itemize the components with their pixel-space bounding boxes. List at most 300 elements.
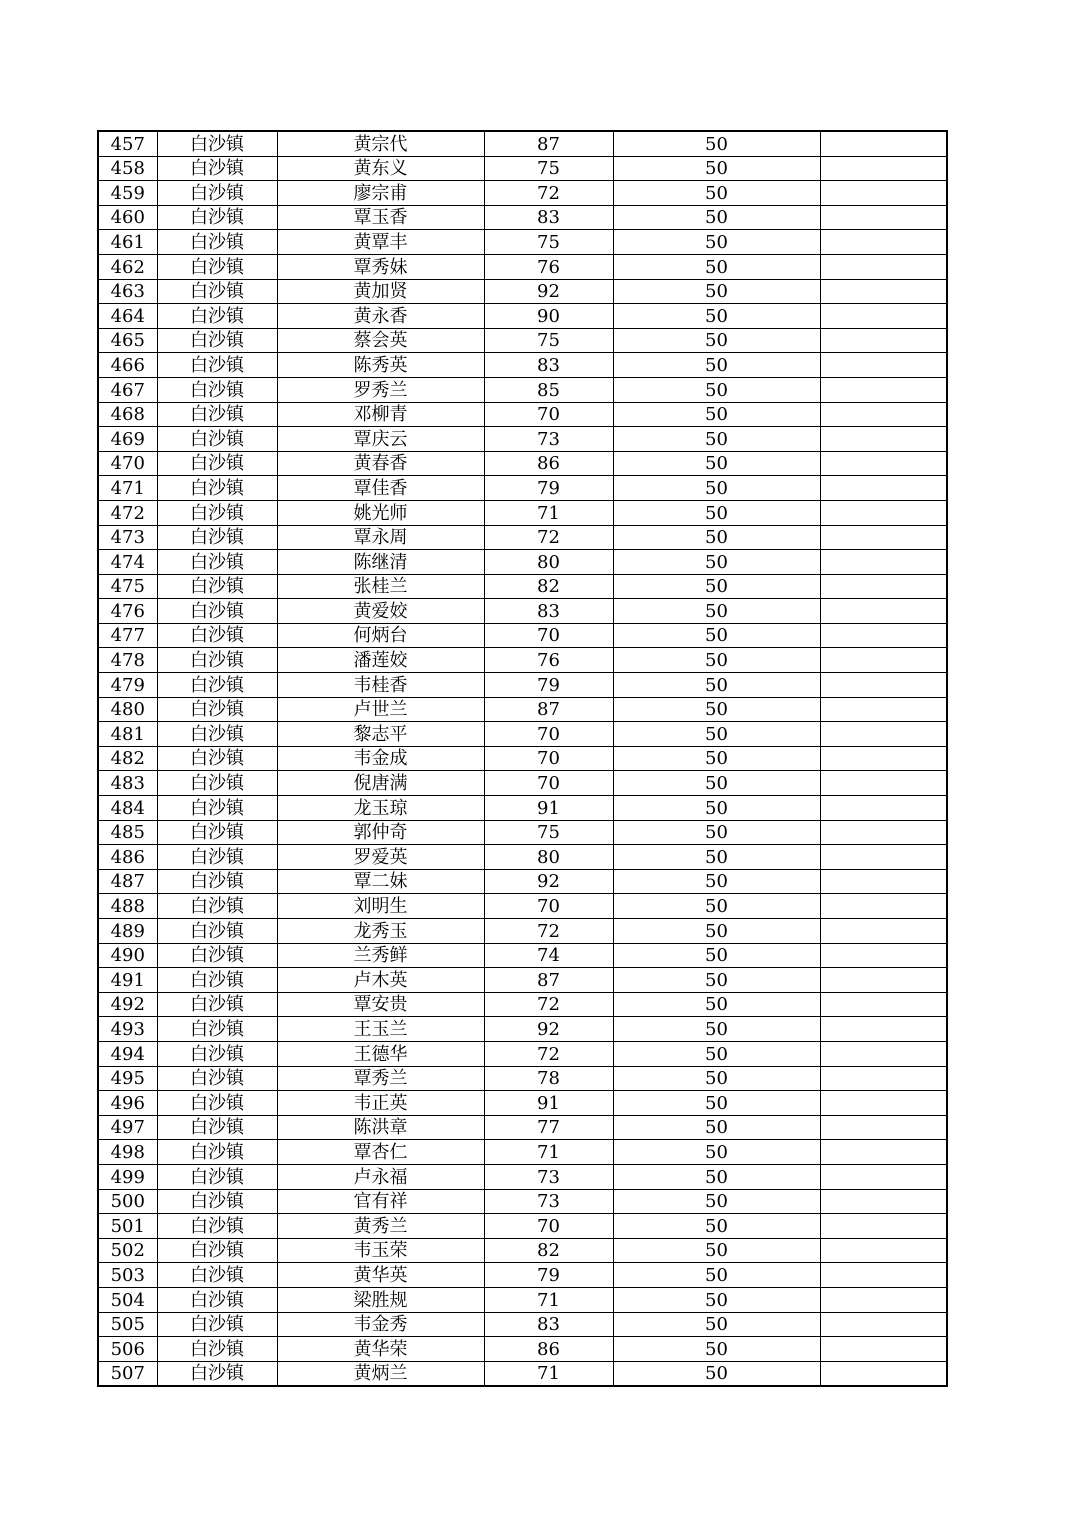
table-row [98,1312,947,1337]
name-cell: 黄加贤 [277,279,484,304]
name-cell: 卢木英 [277,968,484,993]
town-cell: 白沙镇 [157,1115,277,1140]
town-cell: 白沙镇 [157,254,277,279]
row-number-cell: 459 [98,181,157,206]
name-cell: 韦玉荣 [277,1238,484,1263]
town-cell: 白沙镇 [157,476,277,501]
town-cell: 白沙镇 [157,304,277,329]
score-cell: 91 [484,1091,613,1116]
row-number-cell: 506 [98,1337,157,1362]
town-cell: 白沙镇 [157,1017,277,1042]
score-cell: 92 [484,1017,613,1042]
remark-cell [820,820,947,845]
table-row [98,845,947,870]
remark-cell [820,673,947,698]
amount-cell: 50 [613,1140,820,1165]
name-cell: 陈洪章 [277,1115,484,1140]
amount-cell: 50 [613,1017,820,1042]
score-cell: 73 [484,1189,613,1214]
remark-cell [820,254,947,279]
name-cell: 卢永福 [277,1164,484,1189]
score-cell: 73 [484,427,613,452]
score-cell: 72 [484,525,613,550]
amount-cell: 50 [613,156,820,181]
row-number-cell: 457 [98,131,157,156]
town-cell: 白沙镇 [157,1189,277,1214]
remark-cell [820,992,947,1017]
amount-cell: 50 [613,1091,820,1116]
score-cell: 78 [484,1066,613,1091]
row-number-cell: 475 [98,574,157,599]
table-row [98,1017,947,1042]
name-cell: 覃庆云 [277,427,484,452]
name-cell: 韦桂香 [277,673,484,698]
table-row [98,500,947,525]
name-cell: 黄秀兰 [277,1214,484,1239]
amount-cell: 50 [613,894,820,919]
score-cell: 80 [484,845,613,870]
table-row [98,205,947,230]
town-cell: 白沙镇 [157,279,277,304]
amount-cell: 50 [613,230,820,255]
table-row [98,820,947,845]
amount-cell: 50 [613,968,820,993]
row-number-cell: 473 [98,525,157,550]
remark-cell [820,1287,947,1312]
amount-cell: 50 [613,746,820,771]
table-row [98,1214,947,1239]
name-cell: 黄炳兰 [277,1361,484,1386]
town-cell: 白沙镇 [157,943,277,968]
name-cell: 覃安贵 [277,992,484,1017]
score-cell: 70 [484,771,613,796]
town-cell: 白沙镇 [157,771,277,796]
row-number-cell: 486 [98,845,157,870]
score-cell: 87 [484,968,613,993]
name-cell: 韦金成 [277,746,484,771]
remark-cell [820,181,947,206]
amount-cell: 50 [613,377,820,402]
town-cell: 白沙镇 [157,746,277,771]
amount-cell: 50 [613,992,820,1017]
amount-cell: 50 [613,648,820,673]
name-cell: 刘明生 [277,894,484,919]
row-number-cell: 489 [98,919,157,944]
row-number-cell: 469 [98,427,157,452]
table-row [98,771,947,796]
name-cell: 覃二妹 [277,869,484,894]
name-cell: 官有祥 [277,1189,484,1214]
name-cell: 黄宗代 [277,131,484,156]
score-cell: 75 [484,156,613,181]
town-cell: 白沙镇 [157,1312,277,1337]
name-cell: 黄爱姣 [277,599,484,624]
row-number-cell: 464 [98,304,157,329]
town-cell: 白沙镇 [157,1091,277,1116]
row-number-cell: 462 [98,254,157,279]
amount-cell: 50 [613,1066,820,1091]
town-cell: 白沙镇 [157,1238,277,1263]
town-cell: 白沙镇 [157,648,277,673]
amount-cell: 50 [613,574,820,599]
amount-cell: 50 [613,673,820,698]
name-cell: 陈继清 [277,550,484,575]
town-cell: 白沙镇 [157,402,277,427]
row-number-cell: 460 [98,205,157,230]
name-cell: 黄春香 [277,451,484,476]
table-row [98,402,947,427]
score-cell: 73 [484,1164,613,1189]
name-cell: 黄永香 [277,304,484,329]
table-row [98,673,947,698]
name-cell: 潘莲姣 [277,648,484,673]
table-row [98,697,947,722]
score-cell: 82 [484,1238,613,1263]
remark-cell [820,919,947,944]
row-number-cell: 487 [98,869,157,894]
score-cell: 87 [484,131,613,156]
table-row [98,574,947,599]
score-cell: 76 [484,648,613,673]
town-cell: 白沙镇 [157,377,277,402]
score-cell: 75 [484,820,613,845]
table-row [98,943,947,968]
town-cell: 白沙镇 [157,796,277,821]
row-number-cell: 507 [98,1361,157,1386]
town-cell: 白沙镇 [157,550,277,575]
remark-cell [820,1312,947,1337]
row-number-cell: 504 [98,1287,157,1312]
table-row [98,1361,947,1386]
score-cell: 79 [484,673,613,698]
amount-cell: 50 [613,279,820,304]
remark-cell [820,648,947,673]
row-number-cell: 467 [98,377,157,402]
score-cell: 80 [484,550,613,575]
town-cell: 白沙镇 [157,427,277,452]
town-cell: 白沙镇 [157,894,277,919]
remark-cell [820,402,947,427]
amount-cell: 50 [613,353,820,378]
table-row [98,796,947,821]
row-number-cell: 484 [98,796,157,821]
score-cell: 71 [484,1287,613,1312]
row-number-cell: 471 [98,476,157,501]
score-cell: 70 [484,623,613,648]
row-number-cell: 503 [98,1263,157,1288]
table-row [98,919,947,944]
table-row [98,1263,947,1288]
remark-cell [820,697,947,722]
amount-cell: 50 [613,427,820,452]
table-row [98,1337,947,1362]
table-body [98,131,947,1386]
name-cell: 韦金秀 [277,1312,484,1337]
name-cell: 罗秀兰 [277,377,484,402]
score-cell: 75 [484,328,613,353]
remark-cell [820,722,947,747]
name-cell: 王德华 [277,1041,484,1066]
table-row [98,599,947,624]
score-cell: 85 [484,377,613,402]
row-number-cell: 488 [98,894,157,919]
remark-cell [820,599,947,624]
name-cell: 覃永周 [277,525,484,550]
table-row [98,722,947,747]
amount-cell: 50 [613,1164,820,1189]
remark-cell [820,574,947,599]
row-number-cell: 502 [98,1238,157,1263]
row-number-cell: 494 [98,1041,157,1066]
table-row [98,181,947,206]
score-cell: 83 [484,599,613,624]
row-number-cell: 500 [98,1189,157,1214]
remark-cell [820,304,947,329]
town-cell: 白沙镇 [157,1263,277,1288]
table-row [98,1189,947,1214]
table-row [98,648,947,673]
town-cell: 白沙镇 [157,131,277,156]
amount-cell: 50 [613,131,820,156]
row-number-cell: 501 [98,1214,157,1239]
remark-cell [820,894,947,919]
remark-cell [820,550,947,575]
score-cell: 71 [484,500,613,525]
town-cell: 白沙镇 [157,968,277,993]
town-cell: 白沙镇 [157,599,277,624]
town-cell: 白沙镇 [157,919,277,944]
table-row [98,279,947,304]
amount-cell: 50 [613,1337,820,1362]
row-number-cell: 468 [98,402,157,427]
score-cell: 76 [484,254,613,279]
score-cell: 72 [484,1041,613,1066]
row-number-cell: 461 [98,230,157,255]
name-cell: 梁胜规 [277,1287,484,1312]
amount-cell: 50 [613,304,820,329]
table-row [98,623,947,648]
table-row [98,328,947,353]
table-row [98,353,947,378]
score-cell: 83 [484,353,613,378]
table-row [98,550,947,575]
table-row [98,304,947,329]
table-row [98,451,947,476]
table-row [98,1287,947,1312]
town-cell: 白沙镇 [157,845,277,870]
remark-cell [820,279,947,304]
row-number-cell: 498 [98,1140,157,1165]
name-cell: 覃秀妹 [277,254,484,279]
amount-cell: 50 [613,722,820,747]
score-cell: 70 [484,722,613,747]
town-cell: 白沙镇 [157,500,277,525]
score-cell: 70 [484,894,613,919]
remark-cell [820,968,947,993]
remark-cell [820,1115,947,1140]
score-cell: 74 [484,943,613,968]
row-number-cell: 463 [98,279,157,304]
table-row [98,1238,947,1263]
town-cell: 白沙镇 [157,623,277,648]
remark-cell [820,328,947,353]
amount-cell: 50 [613,402,820,427]
name-cell: 黄华英 [277,1263,484,1288]
table-row [98,1140,947,1165]
amount-cell: 50 [613,205,820,230]
row-number-cell: 466 [98,353,157,378]
score-cell: 71 [484,1140,613,1165]
name-cell: 邓柳青 [277,402,484,427]
amount-cell: 50 [613,1189,820,1214]
name-cell: 龙玉琼 [277,796,484,821]
row-number-cell: 480 [98,697,157,722]
remark-cell [820,943,947,968]
row-number-cell: 483 [98,771,157,796]
amount-cell: 50 [613,500,820,525]
score-cell: 70 [484,1214,613,1239]
remark-cell [820,1238,947,1263]
score-cell: 72 [484,919,613,944]
town-cell: 白沙镇 [157,328,277,353]
row-number-cell: 492 [98,992,157,1017]
remark-cell [820,353,947,378]
score-cell: 90 [484,304,613,329]
remark-cell [820,1263,947,1288]
name-cell: 覃杏仁 [277,1140,484,1165]
row-number-cell: 493 [98,1017,157,1042]
score-cell: 83 [484,205,613,230]
remark-cell [820,1041,947,1066]
table-row [98,1066,947,1091]
amount-cell: 50 [613,599,820,624]
town-cell: 白沙镇 [157,1041,277,1066]
name-cell: 黄华荣 [277,1337,484,1362]
amount-cell: 50 [613,1041,820,1066]
town-cell: 白沙镇 [157,1287,277,1312]
row-number-cell: 481 [98,722,157,747]
score-cell: 92 [484,279,613,304]
remark-cell [820,230,947,255]
town-cell: 白沙镇 [157,181,277,206]
town-cell: 白沙镇 [157,156,277,181]
table-row [98,968,947,993]
town-cell: 白沙镇 [157,451,277,476]
name-cell: 陈秀英 [277,353,484,378]
data-table [97,130,948,1387]
score-cell: 70 [484,746,613,771]
amount-cell: 50 [613,845,820,870]
table-row [98,254,947,279]
remark-cell [820,1214,947,1239]
row-number-cell: 458 [98,156,157,181]
amount-cell: 50 [613,919,820,944]
table-row [98,1164,947,1189]
amount-cell: 50 [613,1287,820,1312]
remark-cell [820,746,947,771]
score-cell: 72 [484,992,613,1017]
row-number-cell: 491 [98,968,157,993]
amount-cell: 50 [613,181,820,206]
remark-cell [820,131,947,156]
table-row [98,131,947,156]
amount-cell: 50 [613,623,820,648]
town-cell: 白沙镇 [157,205,277,230]
row-number-cell: 499 [98,1164,157,1189]
remark-cell [820,1017,947,1042]
row-number-cell: 477 [98,623,157,648]
row-number-cell: 490 [98,943,157,968]
remark-cell [820,796,947,821]
table-row [98,894,947,919]
town-cell: 白沙镇 [157,1164,277,1189]
row-number-cell: 476 [98,599,157,624]
name-cell: 黄东义 [277,156,484,181]
amount-cell: 50 [613,451,820,476]
amount-cell: 50 [613,1361,820,1386]
name-cell: 黄覃丰 [277,230,484,255]
score-cell: 77 [484,1115,613,1140]
amount-cell: 50 [613,1238,820,1263]
table-row [98,377,947,402]
name-cell: 覃玉香 [277,205,484,230]
row-number-cell: 479 [98,673,157,698]
town-cell: 白沙镇 [157,1214,277,1239]
town-cell: 白沙镇 [157,1066,277,1091]
town-cell: 白沙镇 [157,992,277,1017]
score-cell: 75 [484,230,613,255]
score-cell: 79 [484,1263,613,1288]
table-row [98,156,947,181]
remark-cell [820,623,947,648]
table-row [98,1041,947,1066]
row-number-cell: 496 [98,1091,157,1116]
amount-cell: 50 [613,1312,820,1337]
town-cell: 白沙镇 [157,722,277,747]
score-cell: 91 [484,796,613,821]
name-cell: 黎志平 [277,722,484,747]
name-cell: 卢世兰 [277,697,484,722]
remark-cell [820,205,947,230]
remark-cell [820,1140,947,1165]
amount-cell: 50 [613,820,820,845]
name-cell: 兰秀鲜 [277,943,484,968]
amount-cell: 50 [613,1214,820,1239]
town-cell: 白沙镇 [157,869,277,894]
row-number-cell: 478 [98,648,157,673]
score-cell: 72 [484,181,613,206]
town-cell: 白沙镇 [157,697,277,722]
remark-cell [820,377,947,402]
amount-cell: 50 [613,796,820,821]
amount-cell: 50 [613,328,820,353]
score-cell: 86 [484,1337,613,1362]
town-cell: 白沙镇 [157,1140,277,1165]
name-cell: 蔡会英 [277,328,484,353]
name-cell: 张桂兰 [277,574,484,599]
row-number-cell: 465 [98,328,157,353]
score-cell: 83 [484,1312,613,1337]
town-cell: 白沙镇 [157,574,277,599]
name-cell: 龙秀玉 [277,919,484,944]
town-cell: 白沙镇 [157,1361,277,1386]
amount-cell: 50 [613,254,820,279]
remark-cell [820,156,947,181]
name-cell: 郭仲奇 [277,820,484,845]
remark-cell [820,427,947,452]
remark-cell [820,869,947,894]
amount-cell: 50 [613,525,820,550]
